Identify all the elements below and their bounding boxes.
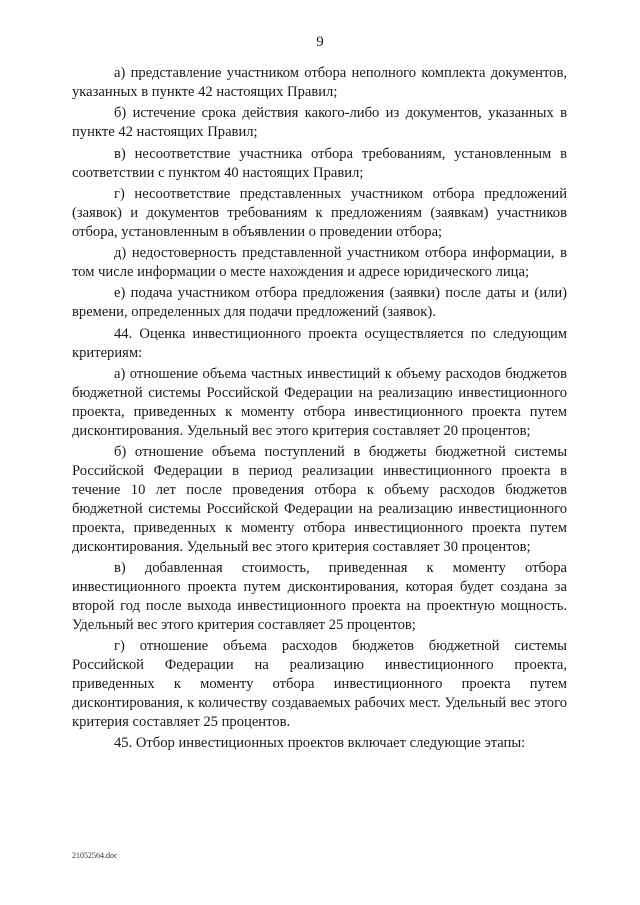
paragraph-section-44: 44. Оценка инвестиционного проекта осуществляется по следующим критериям: [72,325,567,361]
paragraph-item-g: г) несоответствие представленных участником отбора предложений (заявок) и документов требованиям к предложениям (заявкам) участников отбора, установленным в объявлении о проведении отбора; [72,185,567,240]
paragraph-section-45: 45. Отбор инвестиционных проектов включает следующие этапы: [114,735,526,752]
criterion-v: в) добавленная стоимость, приведенная к моменту отбора инвестиционного проекта путем дисконтирования, которая будет создана за второй год после выхода инвестиционного проекта на проектную мощность. Удельный вес этого критерия составляет 25 процентов; [72,560,567,633]
criterion-a: а) отношение объема частных инвестиций к объему расходов бюджетов бюджетной системы Российской Федерации на реализацию инвестиционного проекта, приведенных к моменту отбора инвестиционного проекта путем дисконтирования. Удельный вес этого критерия составляет 20 процентов; [72,366,567,439]
paragraph-item-d: д) недостоверность представленной участником отбора информации, в том числе информации о месте нахождения и адресе юридического лица; [72,245,567,281]
document-filename: 21052564.doc [72,851,118,860]
criterion-g: г) отношение объема расходов бюджетов бюджетной системы Российской Федерации на реализацию инвестиционного проекта, приведенных к моменту отбора инвестиционного проекта путем дисконтирования, к количеству создаваемых рабочих мест. Удельный вес этого критерия составляет 25 процентов. [72,638,567,730]
document-body [72,64,567,753]
paragraph-item-v: в) несоответствие участника отбора требованиям, установленным в соответствии с пунктом 40 настоящих Правил; [72,145,567,181]
page-number: 9 [316,34,324,50]
paragraph-item-e: е) подача участником отбора предложения (заявки) после даты и (или) времени, определенных для подачи предложений (заявок). [72,285,567,321]
paragraph-item-b: б) истечение срока действия какого-либо из документов, указанных в пункте 42 настоящих Правил; [72,105,567,141]
paragraph-item-a: а) представление участником отбора неполного комплекта документов, указанных в пункте 42 настоящих Правил; [72,65,567,100]
criterion-b: б) отношение объема поступлений в бюджеты бюджетной системы Российской Федерации в период реализации инвестиционного проекта в течение 10 лет после проведения отбора к объему расходов бюджетов бюджетной системы Российской Федерации на реализацию инвестиционного проекта, приведенных к моменту отбора инвестиционного проекта путем дисконтирования. Удельный вес этого критерия составляет 30 процентов; [72,444,567,555]
